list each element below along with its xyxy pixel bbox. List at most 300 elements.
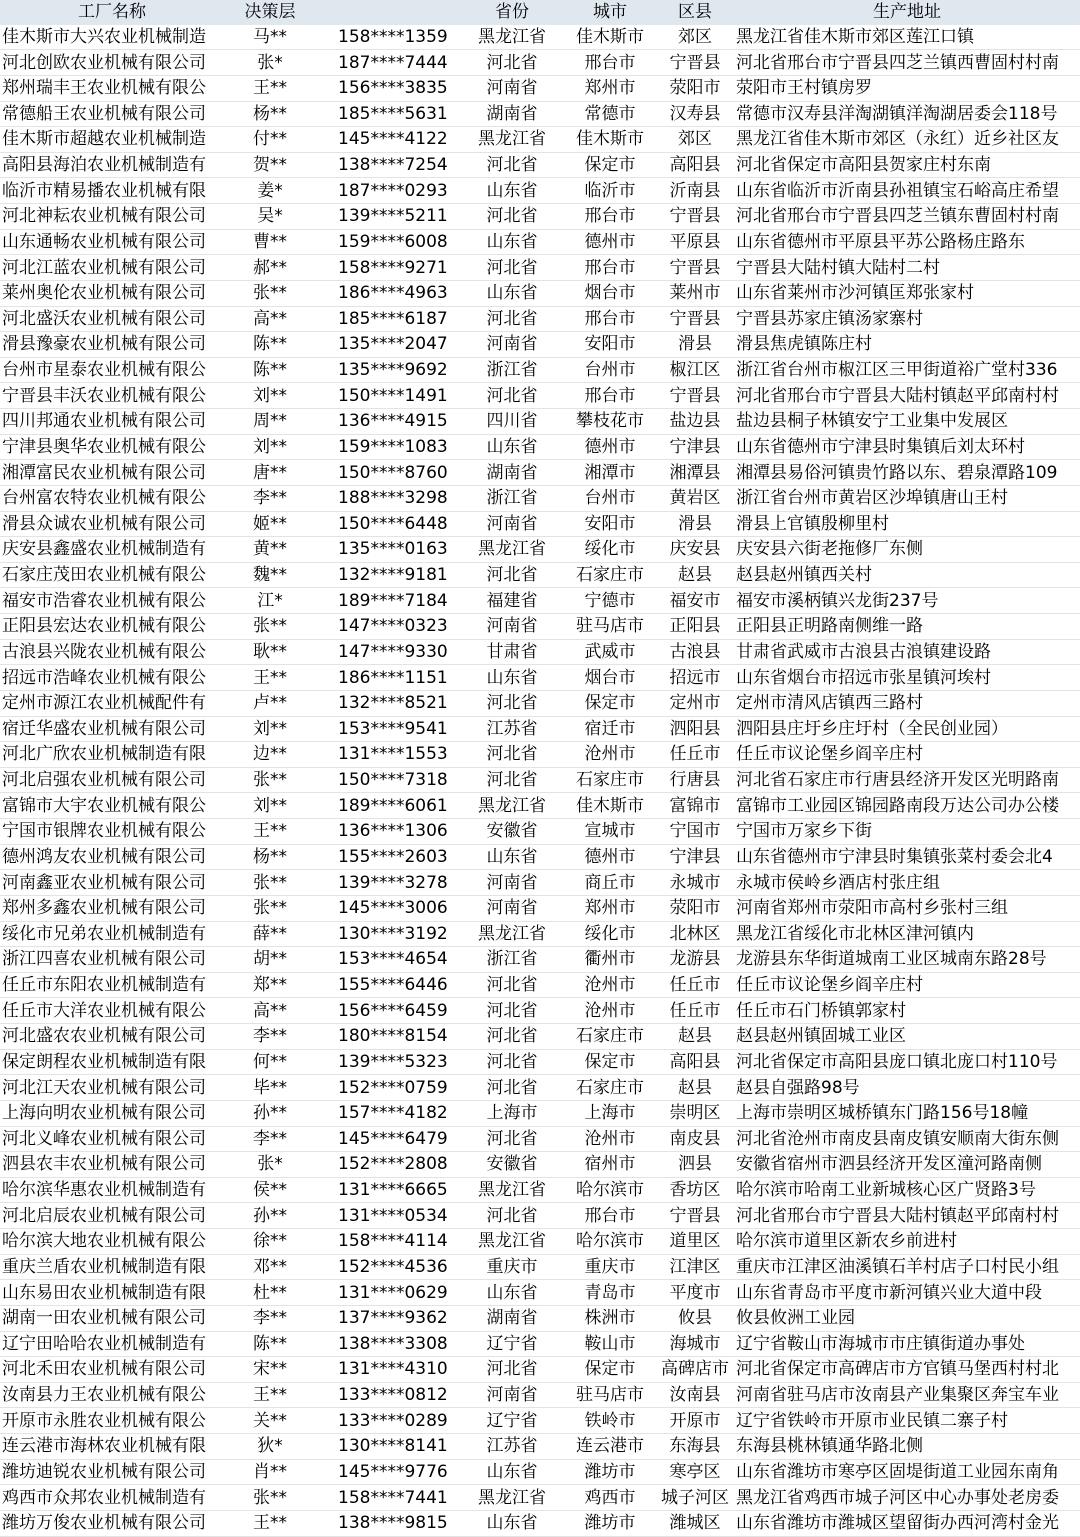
city-cell[interactable]: 石家庄市	[576, 1077, 644, 1098]
city-cell[interactable]: 德州市	[584, 231, 636, 252]
address-cell[interactable]: 滑县焦虎镇陈庄村	[736, 334, 872, 355]
province-cell[interactable]: 河北省	[486, 1000, 538, 1021]
city-cell[interactable]: 台州市	[584, 488, 636, 509]
table-row[interactable]	[0, 844, 1080, 870]
address-cell[interactable]: 富锦市工业园区锦园路南段万达公司办公楼	[736, 795, 1059, 816]
factory-name-cell[interactable]: 富锦市大宇农业机械有限公	[2, 795, 206, 816]
address-cell[interactable]: 山东省潍坊市寒亭区固堤街道工业园东南角	[736, 1461, 1059, 1482]
phone-cell[interactable]: 145****4122	[338, 129, 448, 150]
decision-maker-cell[interactable]: 周**	[253, 411, 287, 432]
header-factory-name[interactable]: 工厂名称	[78, 2, 146, 23]
county-cell[interactable]: 赵县	[678, 565, 712, 586]
table-row[interactable]	[0, 434, 1080, 460]
county-cell[interactable]: 任丘市	[669, 744, 721, 765]
address-cell[interactable]: 福安市溪柄镇兴龙街237号	[736, 590, 939, 611]
city-cell[interactable]: 石家庄市	[576, 1026, 644, 1047]
phone-cell[interactable]: 155****2603	[338, 846, 448, 867]
province-cell[interactable]: 河北省	[486, 257, 538, 278]
phone-cell[interactable]: 133****0289	[338, 1410, 448, 1431]
address-cell[interactable]: 哈尔滨市哈南工业新城核心区广贤路3号	[736, 1180, 1036, 1201]
city-cell[interactable]: 株洲市	[584, 1308, 636, 1329]
factory-name-cell[interactable]: 宁晋县丰沃农业机械有限公	[2, 385, 206, 406]
address-cell[interactable]: 山东省青岛市平度市新河镇兴业大道中段	[736, 1282, 1042, 1303]
factory-name-cell[interactable]: 河北禾田农业机械有限公司	[2, 1359, 206, 1380]
city-cell[interactable]: 邢台市	[584, 257, 636, 278]
decision-maker-cell[interactable]: 张*	[257, 52, 283, 73]
city-cell[interactable]: 沧州市	[584, 975, 636, 996]
phone-cell[interactable]: 150****6448	[338, 513, 448, 534]
table-row[interactable]	[0, 1510, 1080, 1536]
address-cell[interactable]: 山东省临沂市沂南县孙祖镇宝石峪高庄希望	[736, 180, 1059, 201]
table-row[interactable]	[0, 895, 1080, 921]
factory-name-cell[interactable]: 山东易田农业机械制造有限	[2, 1282, 206, 1303]
province-cell[interactable]: 山东省	[486, 1461, 538, 1482]
phone-cell[interactable]: 136****4915	[338, 411, 448, 432]
phone-cell[interactable]: 139****3278	[338, 872, 448, 893]
decision-maker-cell[interactable]: 刘**	[253, 436, 287, 457]
decision-maker-cell[interactable]: 王**	[253, 821, 287, 842]
province-cell[interactable]: 河北省	[486, 1077, 538, 1098]
county-cell[interactable]: 荥阳市	[669, 78, 721, 99]
city-cell[interactable]: 保定市	[584, 155, 636, 176]
province-cell[interactable]: 河南省	[486, 334, 538, 355]
factory-name-cell[interactable]: 河北神耘农业机械有限公司	[2, 206, 206, 227]
phone-cell[interactable]: 152****0759	[338, 1077, 448, 1098]
county-cell[interactable]: 平原县	[669, 231, 721, 252]
decision-maker-cell[interactable]: 徐**	[253, 1231, 287, 1252]
city-cell[interactable]: 德州市	[584, 436, 636, 457]
county-cell[interactable]: 福安市	[669, 590, 721, 611]
county-cell[interactable]: 宁国市	[669, 821, 721, 842]
city-cell[interactable]: 佳木斯市	[576, 26, 644, 47]
province-cell[interactable]: 浙江省	[486, 488, 538, 509]
table-row[interactable]	[0, 1075, 1080, 1101]
address-cell[interactable]: 定州市清风店镇西三路村	[736, 693, 923, 714]
address-cell[interactable]: 宁晋县大陆村镇大陆村二村	[736, 257, 940, 278]
factory-name-cell[interactable]: 台州富农特农业机械有限公	[2, 488, 206, 509]
province-cell[interactable]: 黑龙江省	[478, 26, 546, 47]
city-cell[interactable]: 驻马店市	[576, 1385, 644, 1406]
decision-maker-cell[interactable]: 胡**	[253, 949, 287, 970]
factory-name-cell[interactable]: 上海向明农业机械有限公司	[2, 1103, 206, 1124]
city-cell[interactable]: 绥化市	[584, 539, 636, 560]
table-row[interactable]	[0, 716, 1080, 742]
province-cell[interactable]: 黑龙江省	[478, 1180, 546, 1201]
city-cell[interactable]: 衢州市	[584, 949, 636, 970]
city-cell[interactable]: 佳木斯市	[576, 795, 644, 816]
county-cell[interactable]: 汉寿县	[669, 103, 721, 124]
province-cell[interactable]: 河北省	[486, 1205, 538, 1226]
address-cell[interactable]: 重庆市江津区油溪镇石羊村店子口村民小组	[736, 1256, 1059, 1277]
decision-maker-cell[interactable]: 付**	[253, 129, 287, 150]
factory-name-cell[interactable]: 古浪县兴陇农业机械有限公	[2, 641, 206, 662]
province-cell[interactable]: 河南省	[486, 78, 538, 99]
city-cell[interactable]: 安阳市	[584, 513, 636, 534]
decision-maker-cell[interactable]: 姬**	[253, 513, 287, 534]
table-row[interactable]	[0, 1280, 1080, 1306]
address-cell[interactable]: 山东省德州市宁津县时集镇后刘太环村	[736, 436, 1025, 457]
decision-maker-cell[interactable]: 何**	[253, 1051, 287, 1072]
phone-cell[interactable]: 150****8760	[338, 462, 448, 483]
table-row[interactable]	[0, 767, 1080, 793]
province-cell[interactable]: 河南省	[486, 1385, 538, 1406]
city-cell[interactable]: 台州市	[584, 360, 636, 381]
table-row[interactable]	[0, 357, 1080, 383]
decision-maker-cell[interactable]: 曹**	[253, 231, 287, 252]
county-cell[interactable]: 东海县	[669, 1436, 721, 1457]
factory-name-cell[interactable]: 哈尔滨华惠农业机械制造有	[2, 1180, 206, 1201]
address-cell[interactable]: 宁国市万家乡下街	[736, 821, 872, 842]
table-row[interactable]	[0, 614, 1080, 640]
county-cell[interactable]: 滑县	[678, 513, 712, 534]
factory-name-cell[interactable]: 庆安县鑫盛农业机械制造有	[2, 539, 206, 560]
decision-maker-cell[interactable]: 张**	[253, 770, 287, 791]
phone-cell[interactable]: 187****7444	[338, 52, 448, 73]
decision-maker-cell[interactable]: 高**	[253, 1000, 287, 1021]
factory-name-cell[interactable]: 重庆兰盾农业机械制造有限	[2, 1256, 206, 1277]
county-cell[interactable]: 莱州市	[669, 283, 721, 304]
factory-name-cell[interactable]: 泗县农丰农业机械有限公司	[2, 1154, 206, 1175]
table-row[interactable]	[0, 50, 1080, 76]
table-row[interactable]	[0, 588, 1080, 614]
table-row[interactable]	[0, 204, 1080, 230]
county-cell[interactable]: 高阳县	[669, 1051, 721, 1072]
decision-maker-cell[interactable]: 李**	[253, 1128, 287, 1149]
county-cell[interactable]: 宁晋县	[669, 1205, 721, 1226]
province-cell[interactable]: 山东省	[486, 846, 538, 867]
address-cell[interactable]: 东海县桃林镇通华路北侧	[736, 1436, 923, 1457]
header-county[interactable]: 区县	[678, 2, 712, 23]
table-row[interactable]	[0, 1485, 1080, 1511]
address-cell[interactable]: 黑龙江省绥化市北林区津河镇内	[736, 923, 974, 944]
decision-maker-cell[interactable]: 陈**	[253, 1333, 287, 1354]
county-cell[interactable]: 郊区	[678, 129, 712, 150]
address-cell[interactable]: 任丘市石门桥镇郭家村	[736, 1000, 906, 1021]
phone-cell[interactable]: 145****3006	[338, 898, 448, 919]
phone-cell[interactable]: 152****2808	[338, 1154, 448, 1175]
factory-name-cell[interactable]: 汝南县力王农业机械有限公	[2, 1385, 206, 1406]
city-cell[interactable]: 烟台市	[584, 667, 636, 688]
decision-maker-cell[interactable]: 刘**	[253, 385, 287, 406]
county-cell[interactable]: 宁晋县	[669, 206, 721, 227]
county-cell[interactable]: 滑县	[678, 334, 712, 355]
address-cell[interactable]: 黑龙江省佳木斯市郊区莲江口镇	[736, 26, 974, 47]
province-cell[interactable]: 四川省	[486, 411, 538, 432]
county-cell[interactable]: 黄岩区	[669, 488, 721, 509]
decision-maker-cell[interactable]: 卢**	[253, 693, 287, 714]
factory-name-cell[interactable]: 滑县豫豪农业机械有限公司	[2, 334, 206, 355]
city-cell[interactable]: 哈尔滨市	[576, 1231, 644, 1252]
city-cell[interactable]: 石家庄市	[576, 770, 644, 791]
phone-cell[interactable]: 130****3192	[338, 923, 448, 944]
phone-cell[interactable]: 131****4310	[338, 1359, 448, 1380]
city-cell[interactable]: 鸡西市	[584, 1487, 636, 1508]
city-cell[interactable]: 保定市	[584, 1051, 636, 1072]
city-cell[interactable]: 佳木斯市	[576, 129, 644, 150]
city-cell[interactable]: 郑州市	[584, 78, 636, 99]
decision-maker-cell[interactable]: 刘**	[253, 718, 287, 739]
phone-cell[interactable]: 131****0534	[338, 1205, 448, 1226]
address-cell[interactable]: 正阳县正明路南侧维一路	[736, 616, 923, 637]
county-cell[interactable]: 江津区	[669, 1256, 721, 1277]
county-cell[interactable]: 开原市	[669, 1410, 721, 1431]
address-cell[interactable]: 宁晋县苏家庄镇汤家寨村	[736, 308, 923, 329]
table-row[interactable]	[0, 1434, 1080, 1460]
county-cell[interactable]: 椒江区	[669, 360, 721, 381]
city-cell[interactable]: 驻马店市	[576, 616, 644, 637]
province-cell[interactable]: 河南省	[486, 898, 538, 919]
table-row[interactable]	[0, 998, 1080, 1024]
table-row[interactable]	[0, 101, 1080, 127]
factory-name-cell[interactable]: 莱州奥伦农业机械有限公司	[2, 283, 206, 304]
decision-maker-cell[interactable]: 陈**	[253, 360, 287, 381]
table-row[interactable]	[0, 1305, 1080, 1331]
county-cell[interactable]: 寒亭区	[669, 1461, 721, 1482]
address-cell[interactable]: 攸县攸洲工业园	[736, 1308, 855, 1329]
province-cell[interactable]: 河北省	[486, 308, 538, 329]
address-cell[interactable]: 黑龙江省鸡西市城子河区中心办事处老房委	[736, 1487, 1059, 1508]
decision-maker-cell[interactable]: 郝**	[253, 257, 287, 278]
phone-cell[interactable]: 158****4114	[338, 1231, 448, 1252]
decision-maker-cell[interactable]: 王**	[253, 1513, 287, 1534]
table-row[interactable]	[0, 972, 1080, 998]
city-cell[interactable]: 宣城市	[584, 821, 636, 842]
table-row[interactable]	[0, 921, 1080, 947]
factory-name-cell[interactable]: 辽宁田哈哈农业机械制造有	[2, 1333, 206, 1354]
county-cell[interactable]: 沂南县	[669, 180, 721, 201]
phone-cell[interactable]: 159****1083	[338, 436, 448, 457]
phone-cell[interactable]: 189****7184	[338, 590, 448, 611]
city-cell[interactable]: 邢台市	[584, 385, 636, 406]
province-cell[interactable]: 河南省	[486, 872, 538, 893]
phone-cell[interactable]: 158****1359	[338, 26, 448, 47]
county-cell[interactable]: 行唐县	[669, 770, 721, 791]
factory-name-cell[interactable]: 河北盛沃农业机械有限公司	[2, 308, 206, 329]
city-cell[interactable]: 宁德市	[584, 590, 636, 611]
province-cell[interactable]: 河北省	[486, 693, 538, 714]
province-cell[interactable]: 山东省	[486, 180, 538, 201]
table-row[interactable]	[0, 1229, 1080, 1255]
table-row[interactable]	[0, 639, 1080, 665]
phone-cell[interactable]: 153****4654	[338, 949, 448, 970]
address-cell[interactable]: 山东省德州市宁津县时集镇张菜村委会北4	[736, 846, 1053, 867]
province-cell[interactable]: 湖南省	[486, 103, 538, 124]
factory-name-cell[interactable]: 滑县众诚农业机械有限公司	[2, 513, 206, 534]
province-cell[interactable]: 黑龙江省	[478, 1231, 546, 1252]
factory-name-cell[interactable]: 任丘市大洋农业机械有限公	[2, 1000, 206, 1021]
province-cell[interactable]: 黑龙江省	[478, 795, 546, 816]
phone-cell[interactable]: 185****6187	[338, 308, 448, 329]
county-cell[interactable]: 宁晋县	[669, 52, 721, 73]
factory-name-cell[interactable]: 正阳县宏达农业机械有限公	[2, 616, 206, 637]
table-row[interactable]	[0, 178, 1080, 204]
table-row[interactable]	[0, 1152, 1080, 1178]
province-cell[interactable]: 上海市	[486, 1103, 538, 1124]
decision-maker-cell[interactable]: 刘**	[253, 795, 287, 816]
address-cell[interactable]: 庆安县六街老拖修厂东侧	[736, 539, 923, 560]
phone-cell[interactable]: 185****5631	[338, 103, 448, 124]
decision-maker-cell[interactable]: 薛**	[253, 923, 287, 944]
table-row[interactable]	[0, 793, 1080, 819]
city-cell[interactable]: 重庆市	[584, 1256, 636, 1277]
phone-cell[interactable]: 138****3308	[338, 1333, 448, 1354]
city-cell[interactable]: 湘潭市	[584, 462, 636, 483]
decision-maker-cell[interactable]: 王**	[253, 667, 287, 688]
city-cell[interactable]: 攀枝花市	[576, 411, 644, 432]
address-cell[interactable]: 山东省莱州市沙河镇匡郑张家村	[736, 283, 974, 304]
phone-cell[interactable]: 159****6008	[338, 231, 448, 252]
province-cell[interactable]: 河北省	[486, 975, 538, 996]
address-cell[interactable]: 河北省保定市高阳县贺家庄村东南	[736, 155, 991, 176]
province-cell[interactable]: 黑龙江省	[478, 923, 546, 944]
address-cell[interactable]: 泗阳县庄圩乡庄圩村（全民创业园）	[736, 718, 1008, 739]
factory-name-cell[interactable]: 临沂市精易播农业机械有限	[2, 180, 206, 201]
city-cell[interactable]: 沧州市	[584, 1128, 636, 1149]
decision-maker-cell[interactable]: 郑**	[253, 975, 287, 996]
decision-maker-cell[interactable]: 唐**	[253, 462, 287, 483]
factory-name-cell[interactable]: 宁国市银牌农业机械有限公	[2, 821, 206, 842]
address-cell[interactable]: 盐边县桐子林镇安宁工业集中发展区	[736, 411, 1008, 432]
phone-cell[interactable]: 189****6061	[338, 795, 448, 816]
county-cell[interactable]: 富锦市	[669, 795, 721, 816]
factory-name-cell[interactable]: 河北启强农业机械有限公司	[2, 770, 206, 791]
factory-name-cell[interactable]: 保定朗程农业机械制造有限	[2, 1051, 206, 1072]
county-cell[interactable]: 海城市	[669, 1333, 721, 1354]
city-cell[interactable]: 商丘市	[584, 872, 636, 893]
county-cell[interactable]: 湘潭县	[669, 462, 721, 483]
table-row[interactable]	[0, 383, 1080, 409]
phone-cell[interactable]: 138****7254	[338, 155, 448, 176]
phone-cell[interactable]: 186****1151	[338, 667, 448, 688]
table-row[interactable]	[0, 537, 1080, 563]
county-cell[interactable]: 招远市	[669, 667, 721, 688]
address-cell[interactable]: 滑县上官镇殷柳里村	[736, 513, 889, 534]
table-row[interactable]	[0, 485, 1080, 511]
province-cell[interactable]: 湖南省	[486, 1308, 538, 1329]
decision-maker-cell[interactable]: 贺**	[253, 155, 287, 176]
header-decision-maker[interactable]: 决策层	[244, 2, 296, 23]
factory-name-cell[interactable]: 河北江蓝农业机械有限公司	[2, 257, 206, 278]
phone-cell[interactable]: 157****4182	[338, 1103, 448, 1124]
factory-name-cell[interactable]: 德州鸿友农业机械有限公司	[2, 846, 206, 867]
decision-maker-cell[interactable]: 肖**	[253, 1461, 287, 1482]
county-cell[interactable]: 赵县	[678, 1026, 712, 1047]
phone-cell[interactable]: 131****6665	[338, 1180, 448, 1201]
city-cell[interactable]: 常德市	[584, 103, 636, 124]
table-row[interactable]	[0, 511, 1080, 537]
city-cell[interactable]: 上海市	[584, 1103, 636, 1124]
table-row[interactable]	[0, 665, 1080, 691]
phone-cell[interactable]: 180****8154	[338, 1026, 448, 1047]
table-row[interactable]	[0, 255, 1080, 281]
city-cell[interactable]: 沧州市	[584, 1000, 636, 1021]
province-cell[interactable]: 山东省	[486, 436, 538, 457]
decision-maker-cell[interactable]: 张**	[253, 283, 287, 304]
province-cell[interactable]: 安徽省	[486, 1154, 538, 1175]
city-cell[interactable]: 武威市	[584, 641, 636, 662]
factory-name-cell[interactable]: 潍坊迪锐农业机械有限公司	[2, 1461, 206, 1482]
decision-maker-cell[interactable]: 杨**	[253, 846, 287, 867]
province-cell[interactable]: 河南省	[486, 513, 538, 534]
province-cell[interactable]: 江苏省	[486, 1436, 538, 1457]
address-cell[interactable]: 黑龙江省佳木斯市郊区（永红）近乡社区友	[736, 129, 1059, 150]
factory-name-cell[interactable]: 四川邦通农业机械有限公司	[2, 411, 206, 432]
table-row[interactable]	[0, 947, 1080, 973]
address-cell[interactable]: 河北省保定市高碑店市方官镇马堡西村村北	[736, 1359, 1059, 1380]
phone-cell[interactable]: 135****0163	[338, 539, 448, 560]
county-cell[interactable]: 高阳县	[669, 155, 721, 176]
county-cell[interactable]: 荥阳市	[669, 898, 721, 919]
phone-cell[interactable]: 147****0323	[338, 616, 448, 637]
province-cell[interactable]: 山东省	[486, 1282, 538, 1303]
decision-maker-cell[interactable]: 毕**	[253, 1077, 287, 1098]
county-cell[interactable]: 龙游县	[669, 949, 721, 970]
county-cell[interactable]: 任丘市	[669, 975, 721, 996]
county-cell[interactable]: 宁津县	[669, 436, 721, 457]
decision-maker-cell[interactable]: 吴*	[257, 206, 283, 227]
decision-maker-cell[interactable]: 李**	[253, 1308, 287, 1329]
decision-maker-cell[interactable]: 耿**	[253, 641, 287, 662]
city-cell[interactable]: 宿州市	[584, 1154, 636, 1175]
address-cell[interactable]: 龙游县东华街道城南工业区城南东路28号	[736, 949, 1047, 970]
decision-maker-cell[interactable]: 孙**	[253, 1205, 287, 1226]
city-cell[interactable]: 青岛市	[584, 1282, 636, 1303]
phone-cell[interactable]: 132****8521	[338, 693, 448, 714]
phone-cell[interactable]: 188****3298	[338, 488, 448, 509]
decision-maker-cell[interactable]: 陈**	[253, 334, 287, 355]
county-cell[interactable]: 泗县	[678, 1154, 712, 1175]
county-cell[interactable]: 定州市	[669, 693, 721, 714]
address-cell[interactable]: 河北省邢台市宁晋县大陆村镇赵平邱南村村	[736, 385, 1059, 406]
county-cell[interactable]: 香坊区	[669, 1180, 721, 1201]
phone-cell[interactable]: 156****3835	[338, 78, 448, 99]
province-cell[interactable]: 浙江省	[486, 360, 538, 381]
table-row[interactable]	[0, 690, 1080, 716]
table-row[interactable]	[0, 152, 1080, 178]
factory-name-cell[interactable]: 石家庄茂田农业机械有限公	[2, 565, 206, 586]
header-city[interactable]: 城市	[593, 2, 627, 23]
table-row[interactable]	[0, 409, 1080, 435]
factory-name-cell[interactable]: 河南鑫亚农业机械有限公司	[2, 872, 206, 893]
decision-maker-cell[interactable]: 边**	[253, 744, 287, 765]
decision-maker-cell[interactable]: 魏**	[253, 565, 287, 586]
table-row[interactable]	[0, 1177, 1080, 1203]
table-row[interactable]	[0, 1100, 1080, 1126]
county-cell[interactable]: 任丘市	[669, 1000, 721, 1021]
address-cell[interactable]: 河北省邢台市宁晋县四芝兰镇东曹固村村南	[736, 206, 1059, 227]
table-row[interactable]	[0, 1254, 1080, 1280]
table-row[interactable]	[0, 1357, 1080, 1383]
table-row[interactable]	[0, 1024, 1080, 1050]
factory-name-cell[interactable]: 连云港市海林农业机械有限	[2, 1436, 206, 1457]
province-cell[interactable]: 河南省	[486, 616, 538, 637]
phone-cell[interactable]: 137****9362	[338, 1308, 448, 1329]
factory-name-cell[interactable]: 湖南一田农业机械有限公司	[2, 1308, 206, 1329]
address-cell[interactable]: 山东省潍坊市潍城区望留街办西河湾村金光	[736, 1513, 1059, 1534]
table-row[interactable]	[0, 306, 1080, 332]
address-cell[interactable]: 安徽省宿州市泗县经济开发区潼河路南侧	[736, 1154, 1042, 1175]
factory-name-cell[interactable]: 河北盛农农业机械有限公司	[2, 1026, 206, 1047]
table-row[interactable]	[0, 1049, 1080, 1075]
table-row[interactable]	[0, 229, 1080, 255]
county-cell[interactable]: 宁晋县	[669, 385, 721, 406]
county-cell[interactable]: 南皮县	[669, 1128, 721, 1149]
city-cell[interactable]: 安阳市	[584, 334, 636, 355]
province-cell[interactable]: 河北省	[486, 744, 538, 765]
city-cell[interactable]: 绥化市	[584, 923, 636, 944]
phone-cell[interactable]: 130****8141	[338, 1436, 448, 1457]
phone-cell[interactable]: 139****5211	[338, 206, 448, 227]
